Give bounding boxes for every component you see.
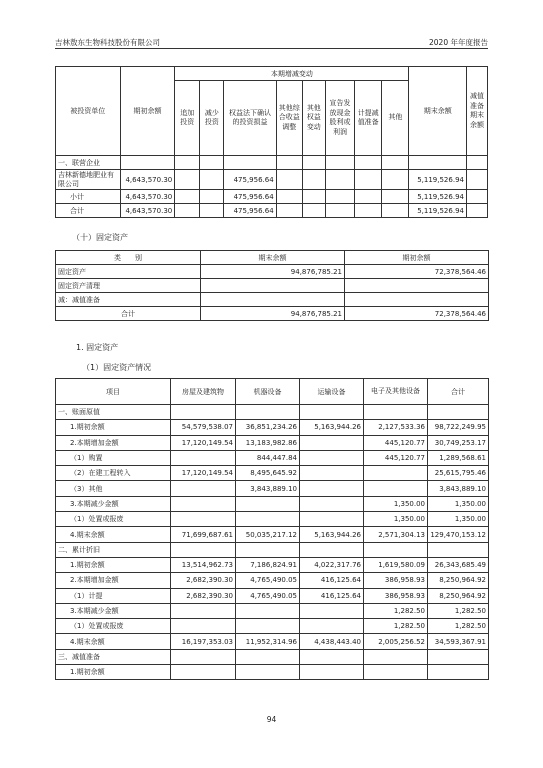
cell-total: 3,843,889.10 [428, 481, 489, 496]
cell-machine: 13,183,982.86 [236, 435, 300, 450]
table-row [56, 496, 489, 511]
cell-machine [236, 512, 300, 527]
cell-building: 17,120,149.54 [171, 466, 236, 481]
cell-item: 2.本期增加金额 [56, 573, 171, 588]
cell-building: 71,699,687.61 [171, 527, 236, 542]
cell-machine [236, 405, 300, 420]
cell-total: 26,343,685.49 [428, 557, 489, 572]
cell-dividend [325, 204, 354, 218]
col-end: 期末余额 [409, 67, 467, 156]
cell-building [171, 649, 236, 664]
cell-begin: 72,378,564.46 [345, 307, 489, 321]
cell-impair [355, 156, 382, 170]
cell-electronic: 1,619,580.09 [364, 557, 428, 572]
col-building: 房屋及建筑物 [171, 379, 236, 405]
page-header [55, 36, 488, 49]
report-title: 2020 年年度报告 [429, 38, 488, 47]
cell-end: 5,119,526.94 [409, 190, 467, 204]
subsection-fixed-assets-detail: （1）固定资产情况 [82, 363, 152, 372]
cell-building [171, 405, 236, 420]
cell-impair-end [466, 190, 487, 204]
col-total: 合计 [428, 379, 489, 405]
cell-equity: 475,956.64 [224, 170, 276, 190]
cell-electronic: 1,282.50 [364, 619, 428, 634]
cell-total [428, 405, 489, 420]
cell-transport [300, 665, 364, 680]
cell-electronic: 2,571,304.13 [364, 527, 428, 542]
table-row [56, 190, 488, 204]
cell-begin [345, 279, 489, 293]
table-row [56, 435, 489, 450]
cell-machine: 4,765,490.05 [236, 588, 300, 603]
table-row [56, 527, 489, 542]
col-equity: 权益法下确认的投资损益 [224, 81, 276, 156]
table-row [56, 557, 489, 572]
table-row [56, 420, 489, 435]
cell-building: 2,682,390.30 [171, 573, 236, 588]
cell-electronic [364, 466, 428, 481]
cell-begin: 4,643,570.30 [120, 190, 174, 204]
cell-building [171, 542, 236, 557]
cell-electronic: 386,958.93 [364, 573, 428, 588]
cell-impair [355, 204, 382, 218]
cell-add [175, 204, 200, 218]
cell-machine: 4,765,490.05 [236, 573, 300, 588]
table-row [56, 603, 489, 618]
cell-transport [300, 466, 364, 481]
cell-other [382, 170, 409, 190]
cell-building [171, 619, 236, 634]
cell-transport: 4,438,443.40 [300, 634, 364, 649]
col-other: 其他 [382, 81, 409, 156]
cell-total: 98,722,249.95 [428, 420, 489, 435]
table-row [56, 204, 488, 218]
cell-end [201, 293, 345, 307]
cell-building: 16,197,353.03 [171, 634, 236, 649]
cell-unit: 一、联营企业 [56, 156, 121, 170]
cell-electronic: 445,120.77 [364, 450, 428, 465]
cell-building: 13,514,962.73 [171, 557, 236, 572]
table-row [56, 466, 489, 481]
cell-dividend [325, 190, 354, 204]
cell-machine: 11,952,314.96 [236, 634, 300, 649]
cell-total [428, 665, 489, 680]
cell-equity: 475,956.64 [224, 204, 276, 218]
table-row [56, 481, 489, 496]
investment-table [55, 66, 488, 218]
cell-total: 1,282.50 [428, 619, 489, 634]
cell-label: 固定资产 [56, 265, 201, 279]
cell-item: 4.期末余额 [56, 634, 171, 649]
col-unit: 被投资单位 [56, 67, 121, 156]
table-row [56, 665, 489, 680]
cell-building [171, 512, 236, 527]
cell-oci [276, 156, 302, 170]
cell-total: 34,593,367.91 [428, 634, 489, 649]
fixed-summary-table [55, 250, 489, 321]
cell-transport [300, 450, 364, 465]
cell-item: 4.期末余额 [56, 527, 171, 542]
cell-begin: 72,378,564.46 [345, 265, 489, 279]
cell-item: （1）计提 [56, 588, 171, 603]
cell-total: 8,250,964.92 [428, 588, 489, 603]
cell-building [171, 496, 236, 511]
cell-building: 2,682,390.30 [171, 588, 236, 603]
cell-transport: 5,163,944.26 [300, 527, 364, 542]
cell-transport [300, 435, 364, 450]
cell-building: 54,579,538.07 [171, 420, 236, 435]
cell-other [382, 190, 409, 204]
cell-total [428, 542, 489, 557]
cell-machine: 844,447.84 [236, 450, 300, 465]
cell-item: （2）在建工程转入 [56, 466, 171, 481]
cell-electronic: 2,005,256.52 [364, 634, 428, 649]
cell-total [428, 649, 489, 664]
cell-building [171, 603, 236, 618]
table-row [56, 634, 489, 649]
col-impair-end: 减值准备期末余额 [466, 67, 487, 156]
cell-impair-end [466, 204, 487, 218]
cell-impair [355, 190, 382, 204]
cell-transport: 5,163,944.26 [300, 420, 364, 435]
cell-dividend [325, 170, 354, 190]
cell-oci [276, 204, 302, 218]
col-other-eq: 其他权益变动 [302, 81, 325, 156]
cell-add [175, 190, 200, 204]
cell-total: 8,250,964.92 [428, 573, 489, 588]
cell-total: 1,350.00 [428, 512, 489, 527]
col-impair: 计提减值准备 [355, 81, 382, 156]
table-row [56, 293, 489, 307]
cell-machine: 8,495,645.92 [236, 466, 300, 481]
cell-begin [120, 156, 174, 170]
cell-item: 3.本期减少金额 [56, 496, 171, 511]
col-category: 类 别 [56, 251, 201, 265]
table-row [56, 405, 489, 420]
cell-other-eq [302, 204, 325, 218]
cell-electronic: 2,127,533.36 [364, 420, 428, 435]
cell-total: 1,350.00 [428, 496, 489, 511]
cell-item: 1.期初余额 [56, 420, 171, 435]
cell-other-eq [302, 170, 325, 190]
table-row [56, 170, 488, 190]
col-oci: 其他综合收益调整 [276, 81, 302, 156]
cell-machine [236, 619, 300, 634]
cell-begin [345, 293, 489, 307]
cell-other-eq [302, 190, 325, 204]
cell-oci [276, 170, 302, 190]
cell-impair-end [466, 156, 487, 170]
col-begin: 期初余额 [120, 67, 174, 156]
cell-machine: 36,851,234.26 [236, 420, 300, 435]
cell-begin: 4,643,570.30 [120, 204, 174, 218]
col-change: 本期增减变动 [175, 67, 409, 81]
cell-item: （1）处置或报废 [56, 512, 171, 527]
cell-impair-end [466, 170, 487, 190]
cell-electronic: 386,958.93 [364, 588, 428, 603]
cell-unit: 小计 [56, 190, 121, 204]
cell-other-eq [302, 156, 325, 170]
table-row [56, 156, 488, 170]
cell-total: 129,470,153.12 [428, 527, 489, 542]
cell-machine [236, 496, 300, 511]
cell-end [409, 156, 467, 170]
cell-machine [236, 665, 300, 680]
cell-transport: 416,125.64 [300, 588, 364, 603]
col-fixed-end: 期末余额 [201, 251, 345, 265]
cell-building [171, 665, 236, 680]
cell-total: 1,282.50 [428, 603, 489, 618]
cell-electronic [364, 665, 428, 680]
table-row [56, 542, 489, 557]
subsection-fixed-assets: 1. 固定资产 [76, 343, 119, 352]
table-row [56, 450, 489, 465]
cell-transport: 4,022,317.76 [300, 557, 364, 572]
cell-equity: 475,956.64 [224, 190, 276, 204]
table-row [56, 279, 489, 293]
table-row [56, 619, 489, 634]
table-row [56, 573, 489, 588]
cell-item: 1.期初余额 [56, 665, 171, 680]
cell-transport [300, 603, 364, 618]
cell-building [171, 481, 236, 496]
cell-reduce [200, 156, 224, 170]
cell-unit: 吉林新德地肥业有限公司 [56, 170, 121, 190]
cell-machine [236, 649, 300, 664]
col-add: 追加投资 [175, 81, 200, 156]
cell-item: 一、账面原值 [56, 405, 171, 420]
cell-unit: 合计 [56, 204, 121, 218]
section-fixed-title: （十）固定资产 [72, 233, 128, 242]
cell-transport [300, 512, 364, 527]
fixed-assets-table [55, 378, 489, 680]
cell-label: 固定资产清理 [56, 279, 201, 293]
cell-building: 17,120,149.54 [171, 435, 236, 450]
cell-item: 三、减值准备 [56, 649, 171, 664]
cell-building [171, 450, 236, 465]
cell-electronic [364, 405, 428, 420]
col-transport: 运输设备 [300, 379, 364, 405]
cell-end [201, 279, 345, 293]
cell-reduce [200, 204, 224, 218]
col-dividend: 宣告发放现金股利或利润 [325, 81, 354, 156]
cell-item: 二、累计折旧 [56, 542, 171, 557]
cell-total: 30,749,253.17 [428, 435, 489, 450]
cell-label: 减：减值准备 [56, 293, 201, 307]
cell-equity [224, 156, 276, 170]
table-row [56, 265, 489, 279]
table-row [56, 588, 489, 603]
cell-impair [355, 170, 382, 190]
col-electronic: 电子及其他设备 [364, 379, 428, 405]
table-row [56, 307, 489, 321]
cell-transport: 416,125.64 [300, 573, 364, 588]
cell-electronic: 1,282.50 [364, 603, 428, 618]
cell-electronic: 1,350.00 [364, 496, 428, 511]
cell-item: 3.本期减少金额 [56, 603, 171, 618]
cell-item: （3）其他 [56, 481, 171, 496]
cell-item: （1）购置 [56, 450, 171, 465]
cell-transport [300, 496, 364, 511]
cell-item: 1.期初余额 [56, 557, 171, 572]
cell-transport [300, 405, 364, 420]
cell-begin: 4,643,570.30 [120, 170, 174, 190]
table-row [56, 649, 489, 664]
table-row [56, 512, 489, 527]
cell-transport [300, 481, 364, 496]
cell-end: 94,876,785.21 [201, 265, 345, 279]
cell-item: 2.本期增加金额 [56, 435, 171, 450]
cell-dividend [325, 156, 354, 170]
cell-add [175, 156, 200, 170]
cell-add [175, 170, 200, 190]
cell-end: 94,876,785.21 [201, 307, 345, 321]
cell-other [382, 204, 409, 218]
cell-reduce [200, 170, 224, 190]
cell-machine [236, 603, 300, 618]
cell-other [382, 156, 409, 170]
cell-machine: 3,843,889.10 [236, 481, 300, 496]
cell-electronic [364, 481, 428, 496]
cell-total: 25,615,795.46 [428, 466, 489, 481]
cell-machine: 50,035,217.12 [236, 527, 300, 542]
cell-end: 5,119,526.94 [409, 204, 467, 218]
cell-total: 1,289,568.61 [428, 450, 489, 465]
cell-electronic: 1,350.00 [364, 512, 428, 527]
cell-oci [276, 190, 302, 204]
cell-electronic [364, 542, 428, 557]
cell-reduce [200, 190, 224, 204]
col-reduce: 减少投资 [200, 81, 224, 156]
cell-item: （1）处置或报废 [56, 619, 171, 634]
cell-machine: 7,186,824.91 [236, 557, 300, 572]
company-name: 吉林敖东生物科技股份有限公司 [55, 38, 160, 47]
cell-transport [300, 542, 364, 557]
page-number: 94 [266, 715, 277, 724]
cell-end: 5,119,526.94 [409, 170, 467, 190]
col-item: 项目 [56, 379, 171, 405]
col-machine: 机器设备 [236, 379, 300, 405]
cell-electronic: 445,120.77 [364, 435, 428, 450]
col-fixed-begin: 期初余额 [345, 251, 489, 265]
cell-electronic [364, 649, 428, 664]
cell-transport [300, 649, 364, 664]
cell-label: 合计 [56, 307, 201, 321]
cell-transport [300, 619, 364, 634]
cell-machine [236, 542, 300, 557]
